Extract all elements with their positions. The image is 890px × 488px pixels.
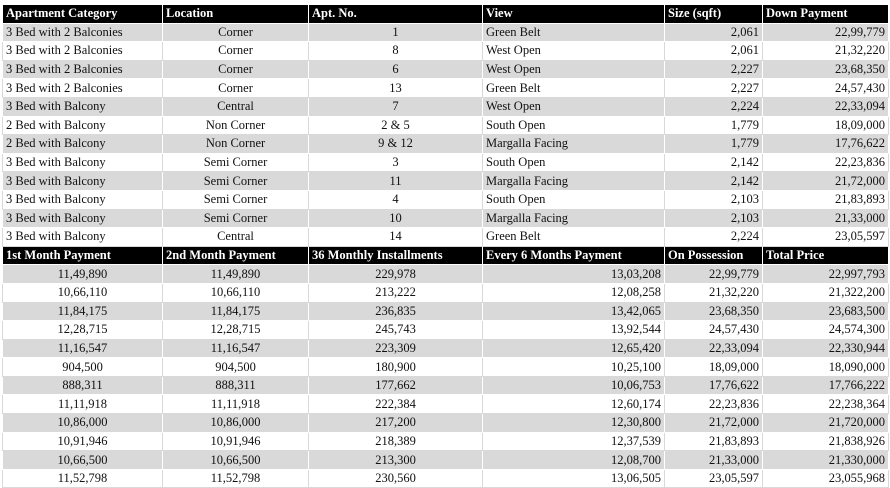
table-cell: 21,322,200 <box>763 283 889 302</box>
table-cell: 6 <box>309 60 483 79</box>
table-row <box>3 60 889 79</box>
table-cell: 21,32,220 <box>665 283 763 302</box>
table-row <box>3 116 889 135</box>
table-cell: 12,65,420 <box>483 339 665 358</box>
table-row <box>3 302 889 321</box>
table-cell: 13,42,065 <box>483 302 665 321</box>
table-cell: Corner <box>163 60 309 79</box>
table-row <box>3 395 889 414</box>
table-cell: 21,330,000 <box>763 451 889 470</box>
table-cell: 11,52,798 <box>3 469 163 488</box>
table-cell: 18,09,000 <box>763 116 889 135</box>
table-cell: 22,238,364 <box>763 395 889 414</box>
table-cell: 904,500 <box>163 358 309 377</box>
table-cell: 13,03,208 <box>483 265 665 284</box>
table-cell: 23,68,350 <box>763 60 889 79</box>
table-row <box>3 172 889 191</box>
table-cell: 229,978 <box>309 265 483 284</box>
table-cell: 17,76,622 <box>763 135 889 154</box>
table-cell: 22,23,836 <box>763 153 889 172</box>
table-cell: 3 Bed with 2 Balconies <box>3 23 163 42</box>
table-row <box>3 432 889 451</box>
table-cell: 11,52,798 <box>163 469 309 488</box>
table-cell: 3 Bed with Balcony <box>3 153 163 172</box>
table-row <box>3 153 889 172</box>
table-cell: 23,05,597 <box>665 469 763 488</box>
table-cell: 18,09,000 <box>665 358 763 377</box>
table-cell: 888,311 <box>163 376 309 395</box>
table-cell: 4 <box>309 190 483 209</box>
table-cell: 21,838,926 <box>763 432 889 451</box>
table-cell: 23,055,968 <box>763 469 889 488</box>
table-cell: 3 Bed with Balcony <box>3 172 163 191</box>
payment-plan-table <box>2 4 889 488</box>
table-cell: 11,11,918 <box>3 395 163 414</box>
table-cell: Green Belt <box>483 23 665 42</box>
table2-column-header: Every 6 Months Payment <box>483 246 665 265</box>
table2-header-row <box>3 246 889 265</box>
table-cell: 12,37,539 <box>483 432 665 451</box>
table1-column-header: Down Payment <box>763 5 889 24</box>
table-row <box>3 190 889 209</box>
table-cell: Semi Corner <box>163 153 309 172</box>
table-row <box>3 321 889 340</box>
table-cell: 22,99,779 <box>665 265 763 284</box>
table-cell: 22,99,779 <box>763 23 889 42</box>
table-cell: 21,72,000 <box>763 172 889 191</box>
table2-column-header: Total Price <box>763 246 889 265</box>
table-cell: 11,16,547 <box>163 339 309 358</box>
table-cell: 9 & 12 <box>309 135 483 154</box>
table-cell: 904,500 <box>3 358 163 377</box>
table-cell: 23,683,500 <box>763 302 889 321</box>
table1-column-header: Location <box>163 5 309 24</box>
table-cell: 2,061 <box>665 42 763 61</box>
table-cell: 3 Bed with Balcony <box>3 228 163 247</box>
table-cell: Semi Corner <box>163 209 309 228</box>
table-cell: 23,68,350 <box>665 302 763 321</box>
table-cell: 24,574,300 <box>763 321 889 340</box>
table-cell: South Open <box>483 153 665 172</box>
table-row <box>3 376 889 395</box>
table-cell: 21,83,893 <box>763 190 889 209</box>
table-cell: 11 <box>309 172 483 191</box>
table-cell: 180,900 <box>309 358 483 377</box>
table-row <box>3 469 889 488</box>
table-cell: 12,28,715 <box>3 321 163 340</box>
table1-column-header: Apt. No. <box>309 5 483 24</box>
table-cell: 1,779 <box>665 135 763 154</box>
table-cell: Margalla Facing <box>483 172 665 191</box>
table-cell: 22,997,793 <box>763 265 889 284</box>
table-cell: 1 <box>309 23 483 42</box>
table-cell: 3 Bed with Balcony <box>3 190 163 209</box>
table-cell: 11,49,890 <box>3 265 163 284</box>
table-cell: 1,779 <box>665 116 763 135</box>
table-row <box>3 265 889 284</box>
table-cell: Semi Corner <box>163 190 309 209</box>
table-cell: Non Corner <box>163 116 309 135</box>
table-cell: 21,720,000 <box>763 414 889 433</box>
table-cell: 245,743 <box>309 321 483 340</box>
table-cell: Central <box>163 228 309 247</box>
table2-column-header: 1st Month Payment <box>3 246 163 265</box>
table-row <box>3 228 889 247</box>
table-cell: 10,91,946 <box>163 432 309 451</box>
table-cell: 11,84,175 <box>3 302 163 321</box>
table-row <box>3 135 889 154</box>
table-cell: 2,061 <box>665 23 763 42</box>
table-cell: 10,66,110 <box>163 283 309 302</box>
table-cell: 2 Bed with Balcony <box>3 116 163 135</box>
table-cell: 17,766,222 <box>763 376 889 395</box>
table-cell: 22,330,944 <box>763 339 889 358</box>
table-cell: Corner <box>163 79 309 98</box>
table-cell: 213,222 <box>309 283 483 302</box>
table-row <box>3 97 889 116</box>
table-cell: 12,08,258 <box>483 283 665 302</box>
table-row <box>3 339 889 358</box>
table-cell: 21,72,000 <box>665 414 763 433</box>
table-cell: 2,224 <box>665 97 763 116</box>
table-cell: 3 <box>309 153 483 172</box>
table-cell: 3 Bed with 2 Balconies <box>3 60 163 79</box>
table-cell: Corner <box>163 23 309 42</box>
table1-column-header: Apartment Category <box>3 5 163 24</box>
table-cell: 2,103 <box>665 190 763 209</box>
table-cell: 12,08,700 <box>483 451 665 470</box>
table-cell: 3 Bed with 2 Balconies <box>3 79 163 98</box>
table-cell: 13,06,505 <box>483 469 665 488</box>
table-cell: 10,66,110 <box>3 283 163 302</box>
table-row <box>3 42 889 61</box>
table-row <box>3 451 889 470</box>
table-cell: 18,090,000 <box>763 358 889 377</box>
table-cell: South Open <box>483 116 665 135</box>
table-cell: 2,103 <box>665 209 763 228</box>
table-cell: Semi Corner <box>163 172 309 191</box>
table-cell: 213,300 <box>309 451 483 470</box>
table-cell: 22,33,094 <box>665 339 763 358</box>
table-cell: 2,227 <box>665 79 763 98</box>
table-cell: 2 & 5 <box>309 116 483 135</box>
table-cell: 24,57,430 <box>763 79 889 98</box>
table-row <box>3 23 889 42</box>
table-cell: 10,86,000 <box>163 414 309 433</box>
table-cell: 2,142 <box>665 172 763 191</box>
table-cell: Margalla Facing <box>483 209 665 228</box>
table-cell: 2,224 <box>665 228 763 247</box>
table-cell: 2 Bed with Balcony <box>3 135 163 154</box>
table-cell: 7 <box>309 97 483 116</box>
table-cell: 10,91,946 <box>3 432 163 451</box>
table-cell: 13 <box>309 79 483 98</box>
table-cell: 888,311 <box>3 376 163 395</box>
table-cell: West Open <box>483 42 665 61</box>
table-cell: 8 <box>309 42 483 61</box>
table1-column-header: Size (sqft) <box>665 5 763 24</box>
table2-column-header: 2nd Month Payment <box>163 246 309 265</box>
table-cell: 12,30,800 <box>483 414 665 433</box>
table2-column-header: 36 Monthly Installments <box>309 246 483 265</box>
table-cell: 3 Bed with Balcony <box>3 97 163 116</box>
table1-column-header: View <box>483 5 665 24</box>
table-cell: West Open <box>483 60 665 79</box>
table-cell: 22,23,836 <box>665 395 763 414</box>
table-cell: 222,384 <box>309 395 483 414</box>
table-cell: 10,86,000 <box>3 414 163 433</box>
table-cell: 21,33,000 <box>763 209 889 228</box>
table2-column-header: On Possession <box>665 246 763 265</box>
table-cell: 10,66,500 <box>163 451 309 470</box>
table-cell: 21,32,220 <box>763 42 889 61</box>
table-cell: 2,142 <box>665 153 763 172</box>
table-cell: 13,92,544 <box>483 321 665 340</box>
table-cell: 230,560 <box>309 469 483 488</box>
table-cell: 17,76,622 <box>665 376 763 395</box>
table-cell: 11,84,175 <box>163 302 309 321</box>
table-cell: 3 Bed with Balcony <box>3 209 163 228</box>
table-cell: 21,83,893 <box>665 432 763 451</box>
table-cell: Green Belt <box>483 79 665 98</box>
table1-header-row <box>3 5 889 24</box>
table-cell: 11,11,918 <box>163 395 309 414</box>
table-cell: 236,835 <box>309 302 483 321</box>
table-row <box>3 283 889 302</box>
table-cell: Margalla Facing <box>483 135 665 154</box>
table-cell: 11,49,890 <box>163 265 309 284</box>
table-cell: 12,28,715 <box>163 321 309 340</box>
table-cell: 12,60,174 <box>483 395 665 414</box>
table-cell: 223,309 <box>309 339 483 358</box>
table-cell: 177,662 <box>309 376 483 395</box>
table-cell: 2,227 <box>665 60 763 79</box>
table-cell: South Open <box>483 190 665 209</box>
table-cell: Green Belt <box>483 228 665 247</box>
table-row <box>3 209 889 228</box>
table-cell: 10,06,753 <box>483 376 665 395</box>
table-cell: 218,389 <box>309 432 483 451</box>
table-cell: 21,33,000 <box>665 451 763 470</box>
table-cell: 14 <box>309 228 483 247</box>
table-cell: 11,16,547 <box>3 339 163 358</box>
table-body <box>3 5 889 488</box>
table-row <box>3 79 889 98</box>
payment-plan-sheet <box>2 4 888 488</box>
table-cell: Corner <box>163 42 309 61</box>
table-cell: 217,200 <box>309 414 483 433</box>
table-cell: 22,33,094 <box>763 97 889 116</box>
table-cell: 10,66,500 <box>3 451 163 470</box>
table-row <box>3 414 889 433</box>
table-cell: 10 <box>309 209 483 228</box>
table-cell: Non Corner <box>163 135 309 154</box>
table-cell: Central <box>163 97 309 116</box>
table-cell: 3 Bed with 2 Balconies <box>3 42 163 61</box>
table-cell: West Open <box>483 97 665 116</box>
table-row <box>3 358 889 377</box>
table-cell: 23,05,597 <box>763 228 889 247</box>
table-cell: 10,25,100 <box>483 358 665 377</box>
table-cell: 24,57,430 <box>665 321 763 340</box>
